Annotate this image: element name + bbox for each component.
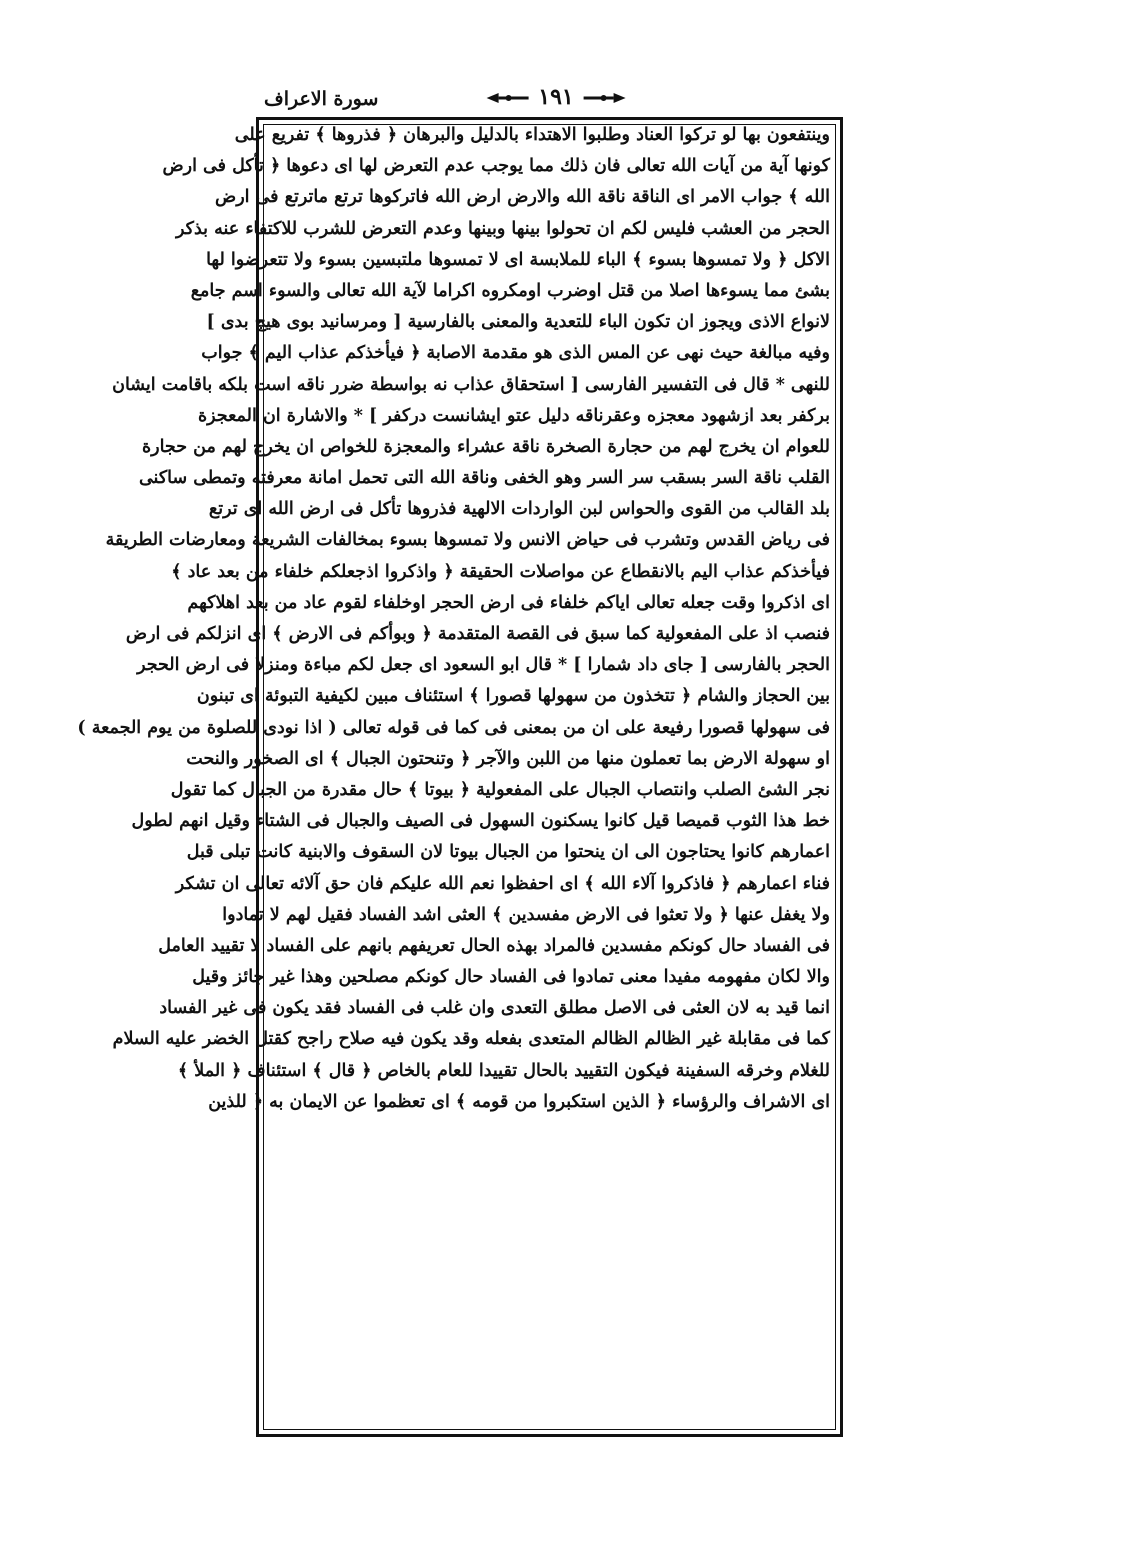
page-header — [256, 84, 856, 120]
text-line: اى الاشراف والرؤساء ﴿ الذين استكبروا من قومه ﴾ اى تعظموا عن الايمان به ﴿ للذين — [208, 1091, 830, 1112]
text-line: فيأخذكم عذاب اليم بالانقطاع عن مواصلات الحقيقة ﴿ واذكروا اذجعلكم خلفاء من بعد عاد ﴾ — [171, 561, 830, 582]
text-line: للنهى * قال فى التفسير الفارسى [ استحقاق عذاب نه بواسطة ضرر ناقه است بلكه باقامت ايشان — [112, 374, 830, 395]
text-line: ولا يغفل عنها ﴿ ولا تعثوا فى الارض مفسدين ﴾ العثى اشد الفساد فقيل لهم لا تمادوا — [222, 904, 830, 925]
text-line: للغلام وخرقه السفينة فيكون التقييد بالحال تقييدا للعام بالخاص ﴿ قال ﴾ استئناف ﴿ الملأ ﴾ — [177, 1060, 830, 1081]
text-line: فنصب اذ على المفعولية كما سبق فى القصة المتقدمة ﴿ وبوأكم فى الارض ﴾ اى انزلكم فى ارض — [125, 624, 830, 644]
text-line: لانواع الاذى ويجوز ان تكون الباء للتعدية والمعنى بالفارسية [ ومرسانيد بوى هيچ بدى ] — [206, 312, 830, 333]
text-line: خط هذا الثوب قميصا قيل كانوا يسكنون السهول فى الصيف والجبال فى الشتاء وقيل انهم لطول — [131, 811, 830, 832]
text-line: نجر الشئ الصلب وانتصاب الجبال على المفعولية ﴿ بيوتا ﴾ حال مقدرة من الجبال كما تقول — [170, 779, 830, 800]
text-line: كما فى مقابلة غير الظالم الظالم المتعدى بفعله وقد يكون فيه صلاح راجح كقتل الخضر عليه السلام — [112, 1029, 830, 1050]
text-line: فناء اعمارهم ﴿ فاذكروا آلاء الله ﴾ اى احفظوا نعم الله عليكم فان حق آلائه تعالى ان تشكر — [175, 873, 830, 894]
text-line: الاكل ﴿ ولا تمسوها بسوء ﴾ الباء للملابسة اى لا تمسوها ملتبسين بسوء ولا تتعرضوا لها — [206, 249, 830, 270]
text-line: اى اذكروا وقت جعله تعالى اياكم خلفاء فى ارض الحجر اوخلفاء لقوم عاد من بعد اهلاكهم — [187, 592, 830, 613]
text-line: وينتفعون بها لو تركوا العناد وطلبوا الاهتداء بالدليل والبرهان ﴿ فذروها ﴾ تفريع على — [234, 125, 830, 145]
text-line: بين الحجاز والشام ﴿ تتخذون من سهولها قصورا ﴾ استئناف مبين لكيفية التبوئة اى تبنون — [196, 686, 830, 707]
main-text-block — [77, 120, 830, 1430]
text-line: فى الفساد حال كونكم مفسدين فالمراد بهذه الحال تعريفهم بانهم على الفساد لا تقييد العامل — [158, 935, 830, 956]
text-line: فى رياض القدس وتشرب فى حياض الانس ولا تمسوها بسوء بمخالفات الشريعة ومعارضات الطريقة — [105, 530, 830, 551]
text-line: الحجر بالفارسى [ جاى داد شمارا ] * قال ابو السعود اى جعل لكم مباءة ومنزلا فى ارض الحجر — [137, 655, 830, 676]
text-line: او سهولة الارض بما تعملون منها من اللبن والآجر ﴿ وتنحتون الجبال ﴾ اى الصخور والنحت — [186, 748, 830, 769]
text-line: فى سهولها قصورا رفيعة على ان من بمعنى فى كما فى قوله تعالى ( اذا نودى للصلوة من يوم الجمعة ) — [77, 717, 830, 738]
text-line: كونها آية من آيات الله تعالى فان ذلك مما يوجب عدم التعرض لها اى دعوها ﴿ تأكل فى ارض — [162, 156, 830, 177]
text-line: الله ﴾ جواب الامر اى الناقة ناقة الله والارض ارض الله فاتركوها ترتع ماترتع فى ارض — [215, 187, 830, 208]
text-line: والا لكان مفهومه مفيدا معنى تمادوا فى الفساد حال كونكم مصلحين وهذا غير جائز وقيل — [192, 967, 830, 988]
text-line: اعمارهم كانوا يحتاجون الى ان ينحتوا من الجبال بيوتا لان السقوف والابنية كانت تبلى قبل — [186, 842, 830, 863]
text-line: القلب ناقة السر بسقب سر السر وهو الخفى وناقة الله التى تحمل امانة معرفته وتمطى ساكنى — [138, 468, 830, 489]
page-number: ١٩١ — [538, 84, 574, 110]
surah-name: سورة الاعراف — [264, 88, 379, 110]
text-line: بركفر بعد ازشهود معجزه وعقرناقه دليل عتو ايشانست دركفر ] * والاشارة ان المعجزة — [197, 405, 830, 426]
text-line: بشئ مما يسوءها اصلا من قتل اوضرب اومكروه اكراما لآية الله تعالى والسوء اسم جامع — [190, 280, 830, 301]
text-line: الحجر من العشب فليس لكم ان تحولوا بينها وبينها وعدم التعرض للشرب للاكتفاء عنه بذكر — [176, 218, 830, 239]
page-number-ornament — [485, 84, 628, 110]
text-line: وفيه مبالغة حيث نهى عن المس الذى هو مقدمة الاصابة ﴿ فيأخذكم عذاب اليم ﴾ جواب — [201, 343, 830, 364]
left-ornament-icon — [485, 91, 531, 105]
text-line: انما قيد به لان العثى فى الاصل مطلق التعدى وان غلب فى الفساد فقد يكون فى غير الفساد — [159, 998, 830, 1019]
text-line: بلد القالب من القوى والحواس لبن الواردات الالهية فذروها تأكل فى ارض الله اى ترتع — [208, 499, 830, 520]
right-ornament-icon — [581, 91, 627, 105]
text-line: للعوام ان يخرج لهم من حجارة الصخرة ناقة عشراء والمعجزة للخواص ان يخرج لهم من حجارة — [141, 436, 830, 457]
